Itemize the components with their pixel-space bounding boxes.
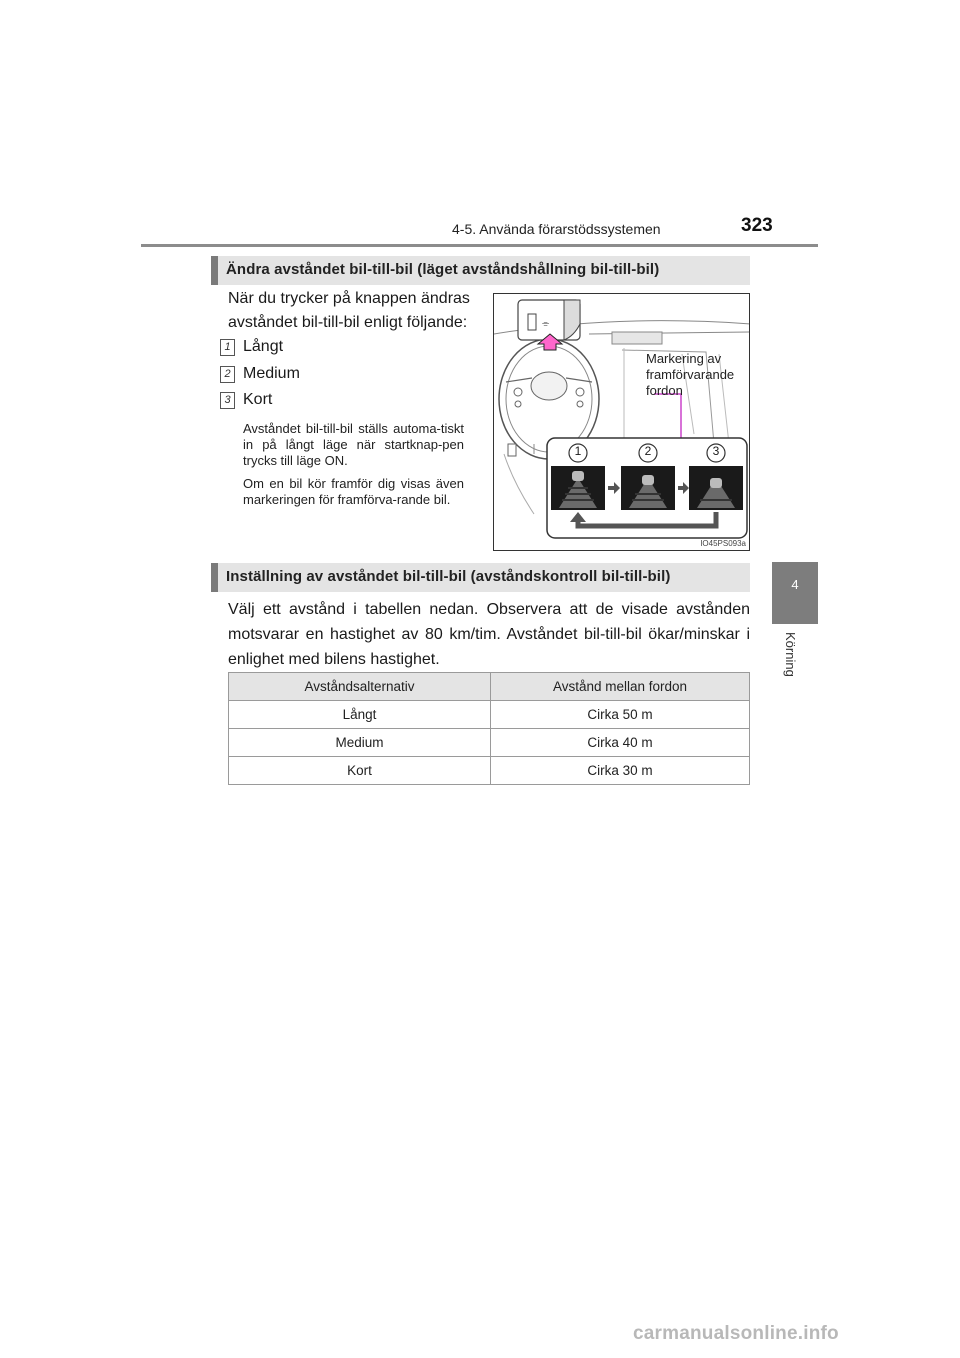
note-2: Om en bil kör framför dig visas även markeringen för framförva-rande bil. [243,476,464,507]
table-cell: Cirka 30 m [491,757,750,785]
cockpit-illustration [494,294,750,551]
svg-text:⌯: ⌯ [542,319,550,329]
section-accent [211,563,218,592]
header-rule [141,244,818,247]
item-label-2: Medium [243,365,300,382]
figure-label-line3: fordon [646,383,683,398]
figure-code: IO45PS093a [700,539,746,548]
chapter-label-wrap [782,632,800,692]
distance-table [228,672,750,785]
table-row [229,729,750,757]
item-number-2: 2 [220,366,235,383]
item-number-1: 1 [220,339,235,356]
screen-long [551,466,605,510]
callout-1: 1 [574,444,582,458]
item-number-3: 3 [220,392,235,409]
item-label-3: Kort [243,391,273,408]
table-cell: Långt [229,701,491,729]
section-accent [211,256,218,285]
chapter-number: 4 [791,577,799,592]
header-section-title: 4-5. Använda förarstödssystemen [452,221,661,237]
watermark: carmanualsonline.info [633,1323,839,1344]
page-number: 323 [741,215,773,236]
section-heading-2 [211,563,750,592]
callout-3: 3 [712,444,720,458]
figure-cockpit-distance [493,293,750,551]
intro-text: När du trycker på knappen ändras avståndet bil-till-bil enligt följande: [228,290,470,331]
chapter-label: Körning [783,632,798,677]
table-header: Avståndsalternativ [229,673,491,701]
section-title-2: Inställning av avståndet bil-till-bil (avståndskontroll bil-till-bil) [226,568,671,585]
figure-label-line1: Markering av [646,351,722,366]
screen-medium [621,466,675,510]
table-cell: Medium [229,729,491,757]
callout-2: 2 [644,444,652,458]
section-title-1: Ändra avståndet bil-till-bil (läget avståndshållning bil-till-bil) [226,261,660,278]
figure-label [646,351,734,399]
table-row [229,701,750,729]
table-header-row [229,673,750,701]
note-1: Avståndet bil-till-bil ställs automa-tiskt in på långt läge när startknap-pen trycks till läge ON. [243,421,464,468]
figure-label-line2: framförvarande [646,367,735,382]
screen-short [689,466,743,510]
table-cell: Kort [229,757,491,785]
chapter-tab [772,562,818,624]
table-cell: Cirka 50 m [491,701,750,729]
table-cell: Cirka 40 m [491,729,750,757]
section2-paragraph: Välj ett avstånd i tabellen nedan. Observera att de visade avstånden motsvarar en hastighet av 80 km/tim. Avståndet bil-till-bil ökar/minskar i enlighet med bilens hastighet. [228,601,750,668]
item-label-1: Långt [243,338,284,355]
table-row [229,757,750,785]
table-header: Avstånd mellan fordon [491,673,750,701]
section-heading-1 [211,256,750,285]
